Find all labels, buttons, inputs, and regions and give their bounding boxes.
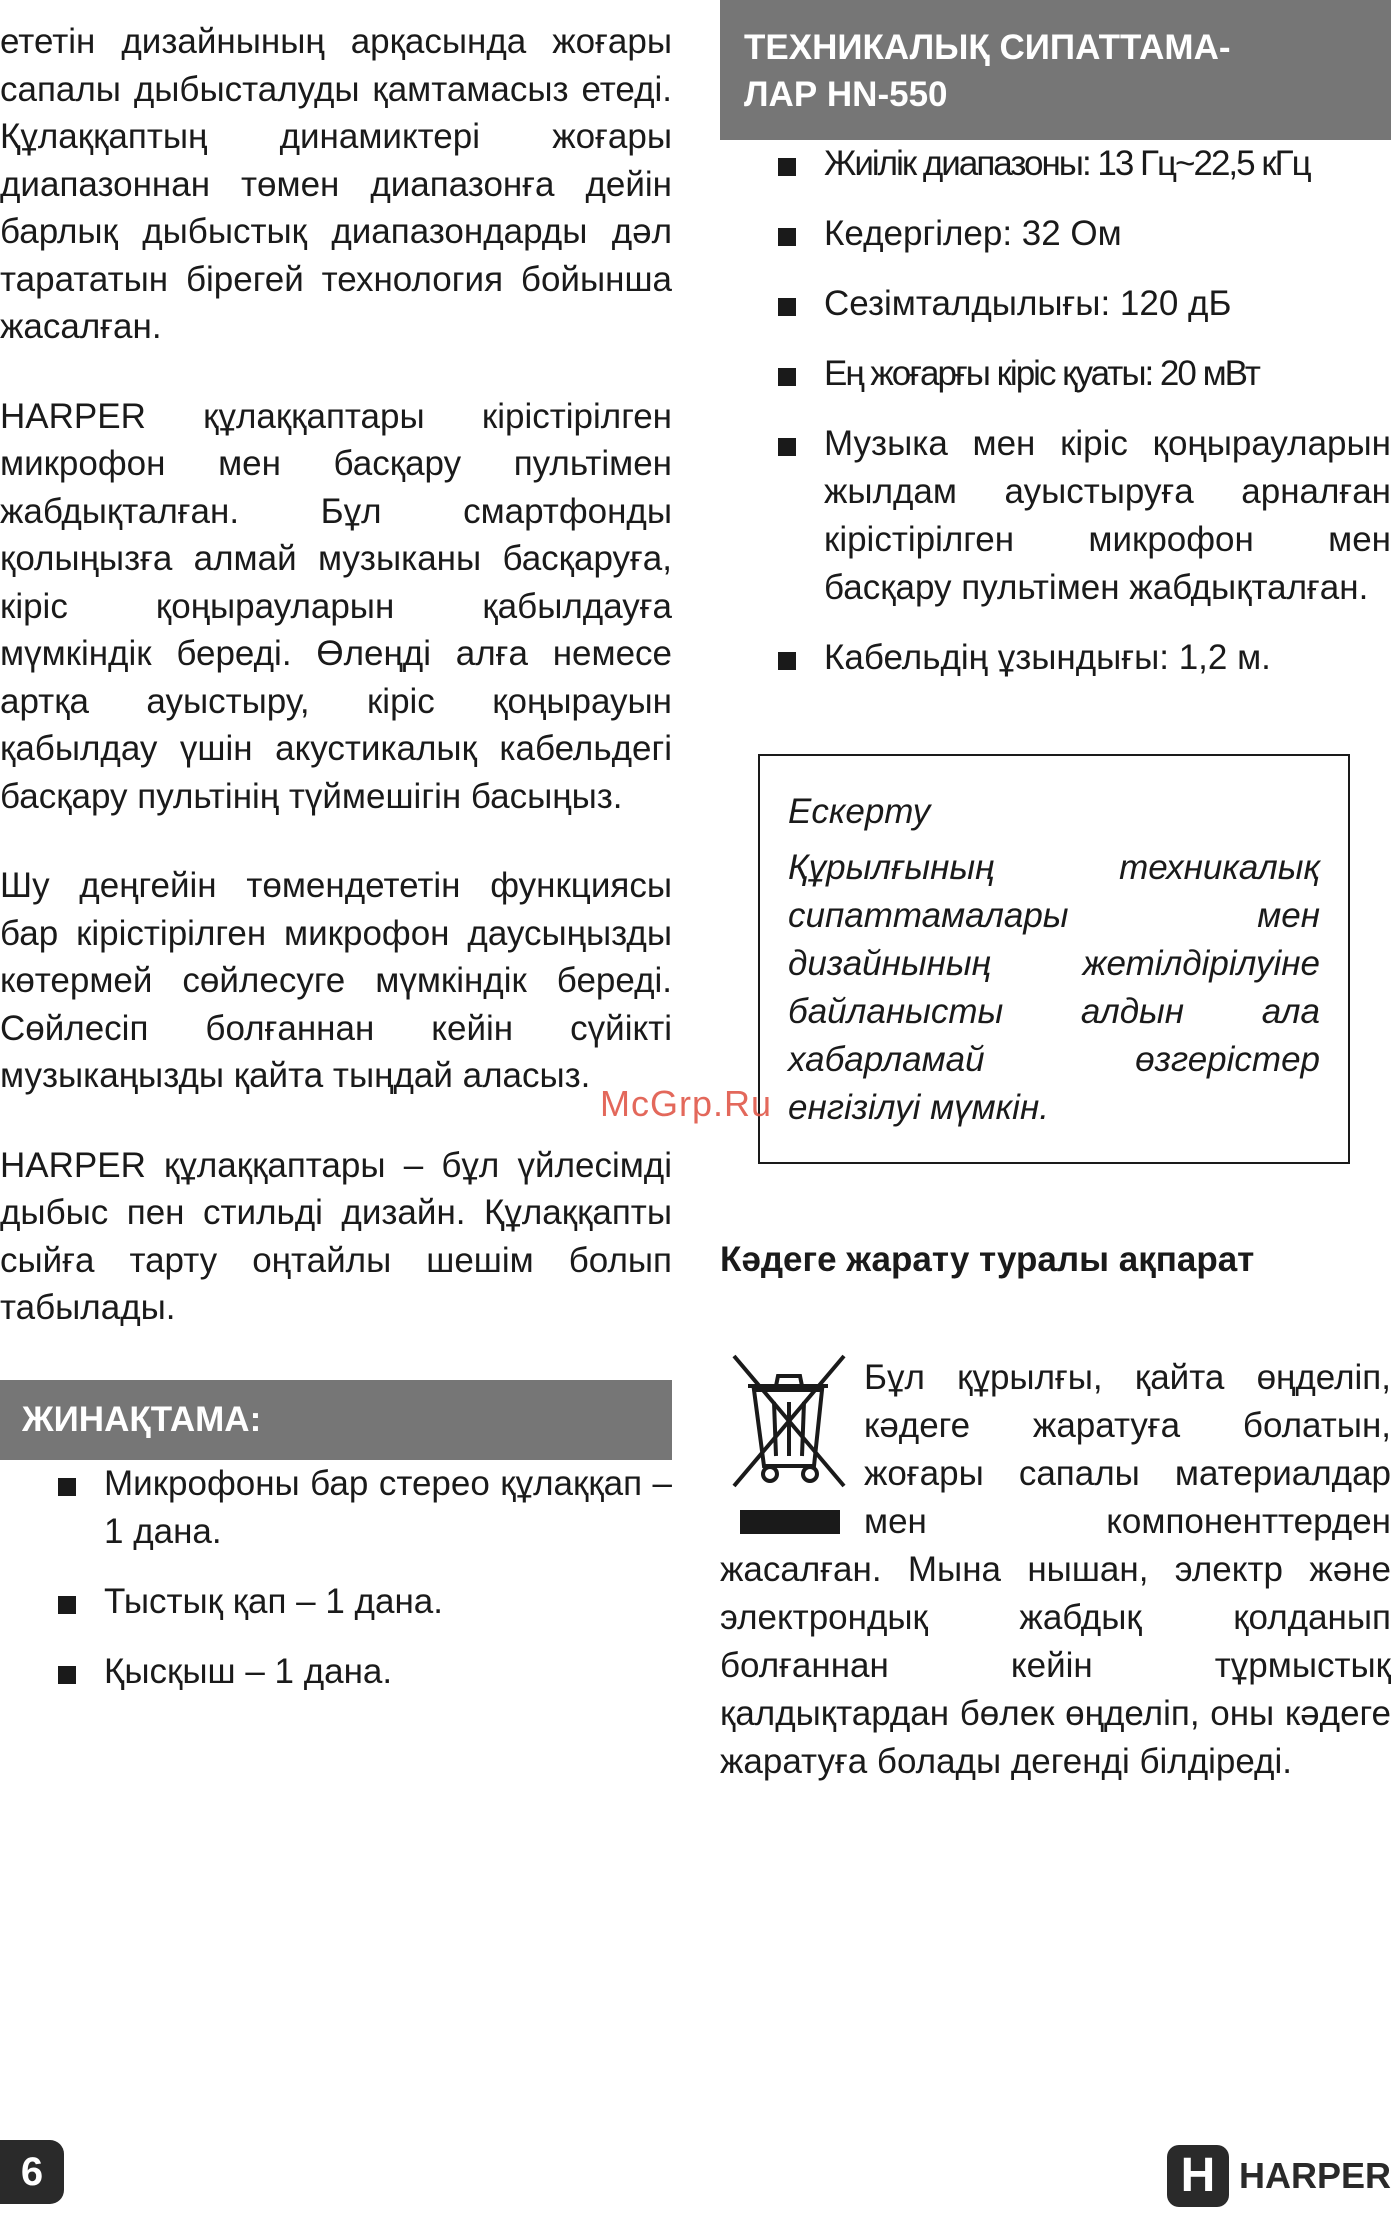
disposal-section [720,1354,1391,1786]
bullet-square-icon [58,1478,76,1496]
spec-item: Кабельдің ұзындығы: 1,2 м. [720,634,1391,682]
spec-item: Ең жоғарғы кіріс қуаты: 20 мВт [720,350,1391,398]
spec-item: Музыка мен кіріс қоңырауларын жылдам ауыстыруға арналған кірістірілген микрофон мен басқару пультімен жабдықталған. [720,420,1391,612]
harper-logo [1167,2145,1391,2207]
spec-item: Кедергілер: 32 Ом [720,210,1391,258]
brand-name: HARPER [1238,2155,1391,2196]
bullet-square-icon [778,368,796,386]
spec-item: Сезімталдылығы: 120 дБ [720,280,1391,328]
specs-section-header [720,0,1391,140]
note-body: Құрылғының техникалық сипаттамалары мен дизайнының жетілдірілуіне байланысты алдын ала хабарламай өзгерістер енгізілуі мүмкін. [788,848,1320,1127]
watermark: McGrp.Ru [600,1083,773,1124]
note-box [758,754,1350,1164]
bullet-square-icon [778,438,796,456]
disposal-text: Бұл құрылғы, қайта өңделіп, кәдеге жаратуға болатын, жоғары сапалы материалдар мен компоненттерден жасалған. Мына нышан, электр және электрондық жабдық қолданып болғаннан кейін тұрмыстық қалдықтардан бөлек өңделіп, оны кәдеге жаратуға болады дегенді білдіреді. [720,1358,1391,1781]
page-number: 6 [0,2140,64,2204]
bullet-square-icon [58,1666,76,1684]
specs-title-line-1: ТЕХНИКАЛЫҚ СИПАТТАМА- [744,28,1231,67]
right-column [720,0,1391,1786]
left-column [0,18,672,1718]
spec-item: Жиілік диапазоны: 13 Гц~22,5 кГц [720,140,1391,188]
intro-paragraph-1: ететін дизайнының арқасында жоғары сапалы дыбысталуды қамтамасыз етеді. Құлаққаптың динамиктері жоғары диапазоннан төмен диапазонға дейін барлық дыбыстық диапазондарды дәл тарататын бірегей технология бойынша жасалған. [0,22,672,346]
bullet-square-icon [58,1596,76,1614]
specs-list [720,140,1391,682]
kit-section-header: ЖИНАҚТАМА: [0,1380,672,1460]
bullet-square-icon [778,298,796,316]
note-title: Ескерту [788,792,931,831]
kit-list [0,1460,672,1696]
kit-item: Тыстық қап – 1 дана. [0,1578,672,1626]
kit-item: Қысқыш – 1 дана. [0,1648,672,1696]
harper-logo-icon: H [1167,2145,1229,2207]
bullet-square-icon [778,158,796,176]
disposal-title: Кәдеге жарату туралы ақпарат [720,1240,1255,1279]
intro-paragraph-3: Шу деңгейін төмендететін функциясы бар кірістірілген микрофон даусыңызды көтермей сөйлесуге мүмкіндік береді. Сөйлесіп болғаннан кейін сүйікті музыкаңызды қайта тыңдай аласыз. [0,866,672,1095]
intro-paragraph-2: HARPER құлаққаптары кірістірілген микрофон мен басқару пультімен жабдықталған. Бұл смартфонды қолыңызға алмай музыканы басқаруға, кіріс қоңырауларын қабылдауға мүмкіндік береді. Өлеңді алға немесе артқа ауыстыру, кіріс қоңырауын қабылдау үшін акустикалық кабельдегі басқару пультінің түймешігін басыңыз. [0,396,672,816]
bullet-square-icon [778,228,796,246]
specs-title-line-2: ЛАР HN-550 [744,75,948,114]
intro-paragraph-4: HARPER құлаққаптары – бұл үйлесімді дыбыс пен стильді дизайн. Құлаққапты сыйға тарту оңтайлы шешім болып табылады. [0,1145,672,1327]
bullet-square-icon [778,652,796,670]
crossed-out-wheelie-bin-icon [720,1346,856,1546]
kit-item: Микрофоны бар стерео құлаққап – 1 дана. [0,1460,672,1556]
